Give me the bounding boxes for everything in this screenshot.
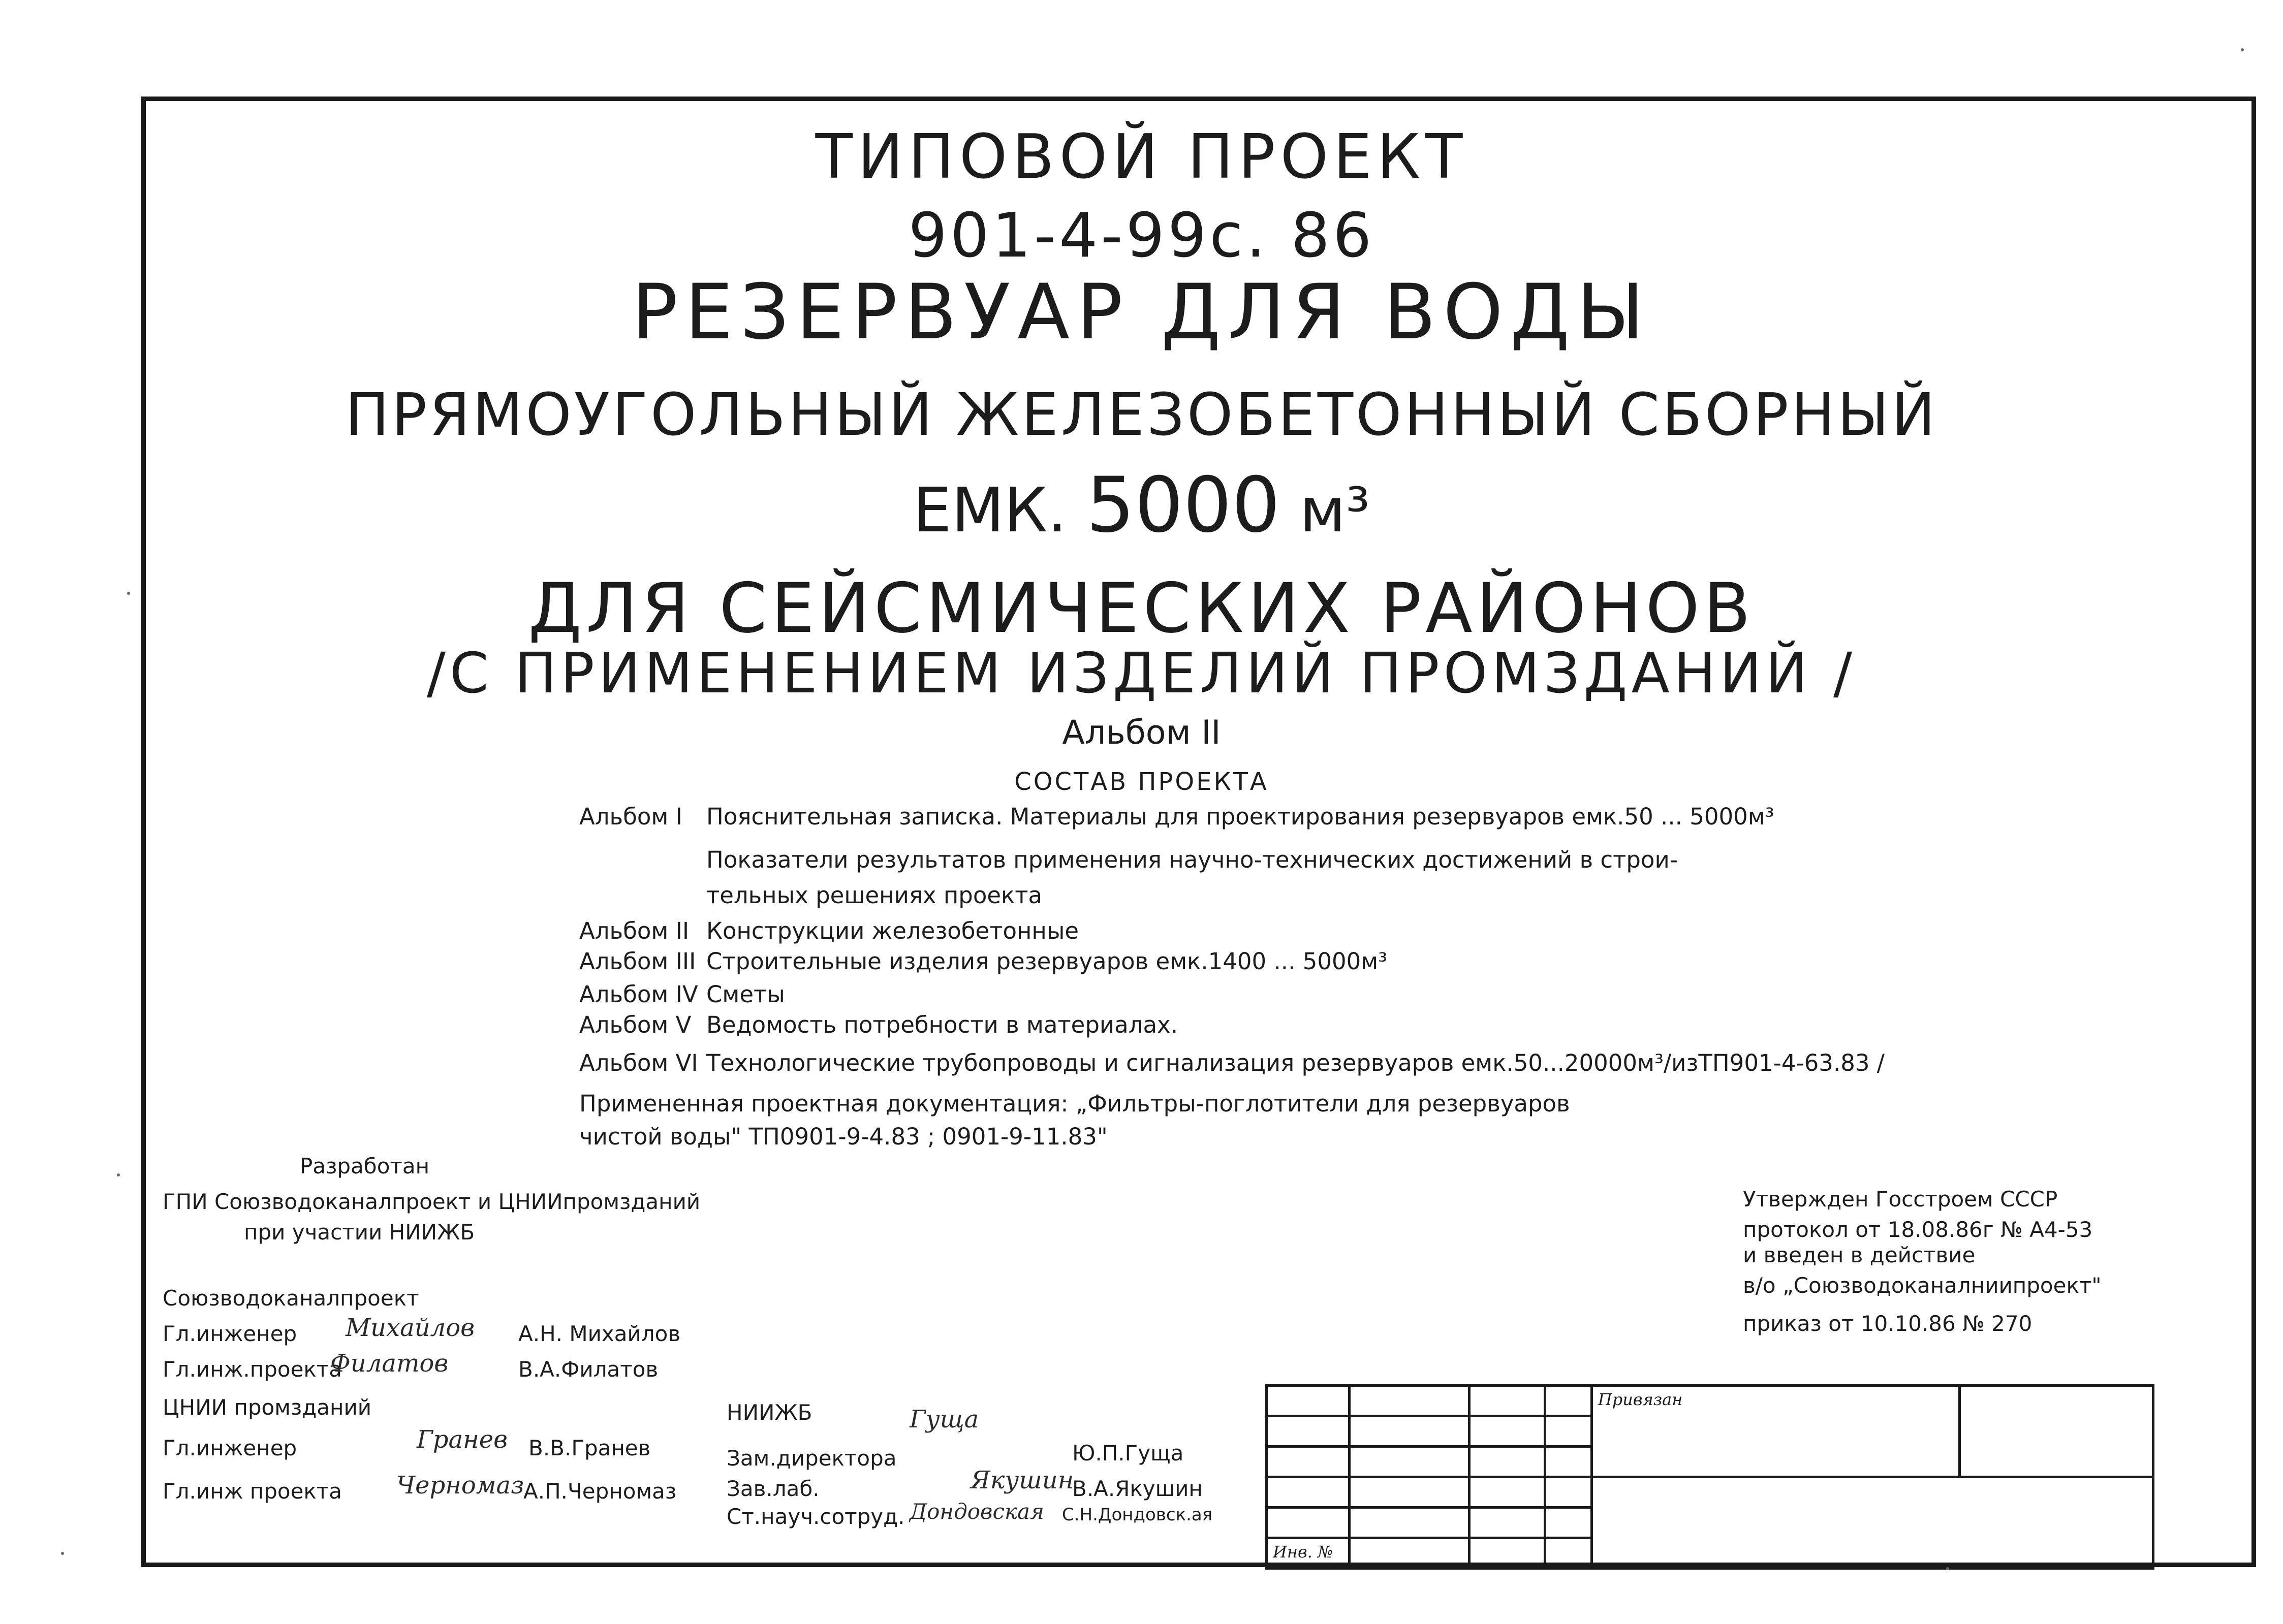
scan-speck <box>61 1552 64 1555</box>
signatory-name: В.В.Гранев <box>528 1436 651 1460</box>
org-tsnii-promzdaniy: ЦНИИ промзданий <box>163 1395 372 1420</box>
signatory-name: Ю.П.Гуща <box>1072 1441 1184 1466</box>
composition-item <box>579 919 1079 942</box>
composition-item <box>579 884 1042 907</box>
scan-speck <box>117 1173 120 1176</box>
album-text: Ведомость потребности в материалах. <box>706 1011 1178 1038</box>
signature: Якушин <box>971 1466 1074 1494</box>
composition-item <box>579 983 785 1006</box>
album-text: Показатели результатов применения научно-технических достижений в строи- <box>706 846 1678 873</box>
album-label: Альбом III <box>579 948 696 975</box>
album-text: Строительные изделия резервуаров емк.1400 ... 5000м³ <box>706 948 1388 975</box>
signatory-name: А.П.Черномаз <box>523 1479 677 1504</box>
role: Зам.директора <box>727 1446 897 1471</box>
signature: Дондовская <box>910 1499 1044 1524</box>
album-label: Альбом V <box>579 1011 692 1038</box>
capacity-value: 5000 <box>1086 461 1280 550</box>
scan-speck <box>1946 1567 1949 1570</box>
signature: Черномаз <box>396 1471 524 1500</box>
developer-heading: Разработан <box>300 1154 430 1179</box>
approval-line-2: протокол от 18.08.86г № А4-53 <box>1743 1217 2093 1242</box>
seismic-title: ДЛЯ СЕЙСМИЧЕСКИХ РАЙОНОВ <box>528 568 1755 648</box>
composition-heading: СОСТАВ ПРОЕКТА <box>1014 768 1269 796</box>
inv-number-label: Инв. № <box>1267 1538 1350 1569</box>
album-text: тельных решениях проекта <box>706 882 1043 909</box>
album-label: Альбом II <box>579 917 690 944</box>
application-note: /С ПРИМЕНЕНИЕМ ИЗДЕЛИЙ ПРОМЗДАНИЙ / <box>426 641 1857 706</box>
album-number: Альбом II <box>1062 714 1221 752</box>
composition-item <box>579 805 1774 828</box>
role: Гл.инженер <box>163 1321 297 1346</box>
album-label: Альбом IV <box>579 981 698 1008</box>
approval-line-4: в/о „Союзводоканалниипроект" <box>1743 1273 2102 1298</box>
developer-line-1: ГПИ Союзводоканалпроект и ЦНИИпромзданий <box>163 1189 701 1214</box>
signature: Гранев <box>417 1425 508 1454</box>
main-title: РЕЗЕРВУАР ДЛЯ ВОДЫ <box>632 268 1651 357</box>
signatory-name: В.А.Якушин <box>1072 1476 1203 1501</box>
composition-item <box>579 1013 1178 1036</box>
capacity-prefix: ЕМК. <box>913 475 1067 546</box>
role: Гл.инженер <box>163 1436 297 1460</box>
signature: Гуща <box>910 1405 979 1434</box>
album-label: Альбом VI <box>579 1049 698 1076</box>
album-text: Конструкции железобетонные <box>706 917 1079 944</box>
album-label: Альбом I <box>579 803 682 830</box>
stamp-table <box>1265 1384 2154 1570</box>
signature: Филатов <box>330 1349 449 1378</box>
project-type-title: ТИПОВОЙ ПРОЕКТ <box>815 122 1468 193</box>
scan-speck <box>127 592 130 595</box>
privyazan-label: Привязан <box>1591 1386 1960 1477</box>
role: Гл.инж проекта <box>163 1479 342 1504</box>
signatory-name: С.Н.Дондовск.ая <box>1062 1505 1213 1525</box>
project-number: 901-4-99с. 86 <box>908 201 1375 271</box>
album-text: Пояснительная записка. Материалы для проектирования резервуаров емк.50 ... 5000м³ <box>706 803 1774 830</box>
role: Гл.инж.проекта <box>163 1357 342 1382</box>
developer-line-2: при участии НИИЖБ <box>244 1220 475 1245</box>
capacity-line <box>0 461 2283 550</box>
signatory-name: В.А.Филатов <box>518 1357 659 1382</box>
role: Ст.науч.сотруд. <box>727 1504 905 1529</box>
role: Зав.лаб. <box>727 1476 820 1501</box>
subtitle-construction: ПРЯМОУГОЛЬНЫЙ ЖЕЛЕЗОБЕТОННЫЙ СБОРНЫЙ <box>345 381 1938 449</box>
org-soyuzvodokanalproekt: Союзводоканалпроект <box>163 1286 419 1311</box>
composition-item <box>579 950 1387 973</box>
album-text: Сметы <box>706 981 785 1008</box>
composition-item <box>579 1049 1885 1076</box>
capacity-unit: м³ <box>1299 475 1370 546</box>
org-niizhb: НИИЖБ <box>727 1400 812 1425</box>
scan-speck <box>2241 48 2244 51</box>
signature: Михайлов <box>346 1314 475 1342</box>
approval-line-3: и введен в действие <box>1743 1243 1976 1267</box>
approval-line-1: Утвержден Госстроем СССР <box>1743 1187 2058 1212</box>
signatory-name: А.Н. Михайлов <box>518 1321 681 1346</box>
applied-docs-line-2: чистой воды" ТП0901-9-4.83 ; 0901-9-11.83" <box>579 1123 1108 1150</box>
album-text: Технологические трубопроводы и сигнализация резервуаров емк.50...20000м³/изТП901-4-63.83 / <box>706 1049 1885 1076</box>
approval-line-5: приказ от 10.10.86 № 270 <box>1743 1311 2032 1336</box>
applied-docs-line-1: Примененная проектная документация: „Фильтры-поглотители для резервуаров <box>579 1090 1570 1117</box>
composition-item <box>579 848 1678 871</box>
